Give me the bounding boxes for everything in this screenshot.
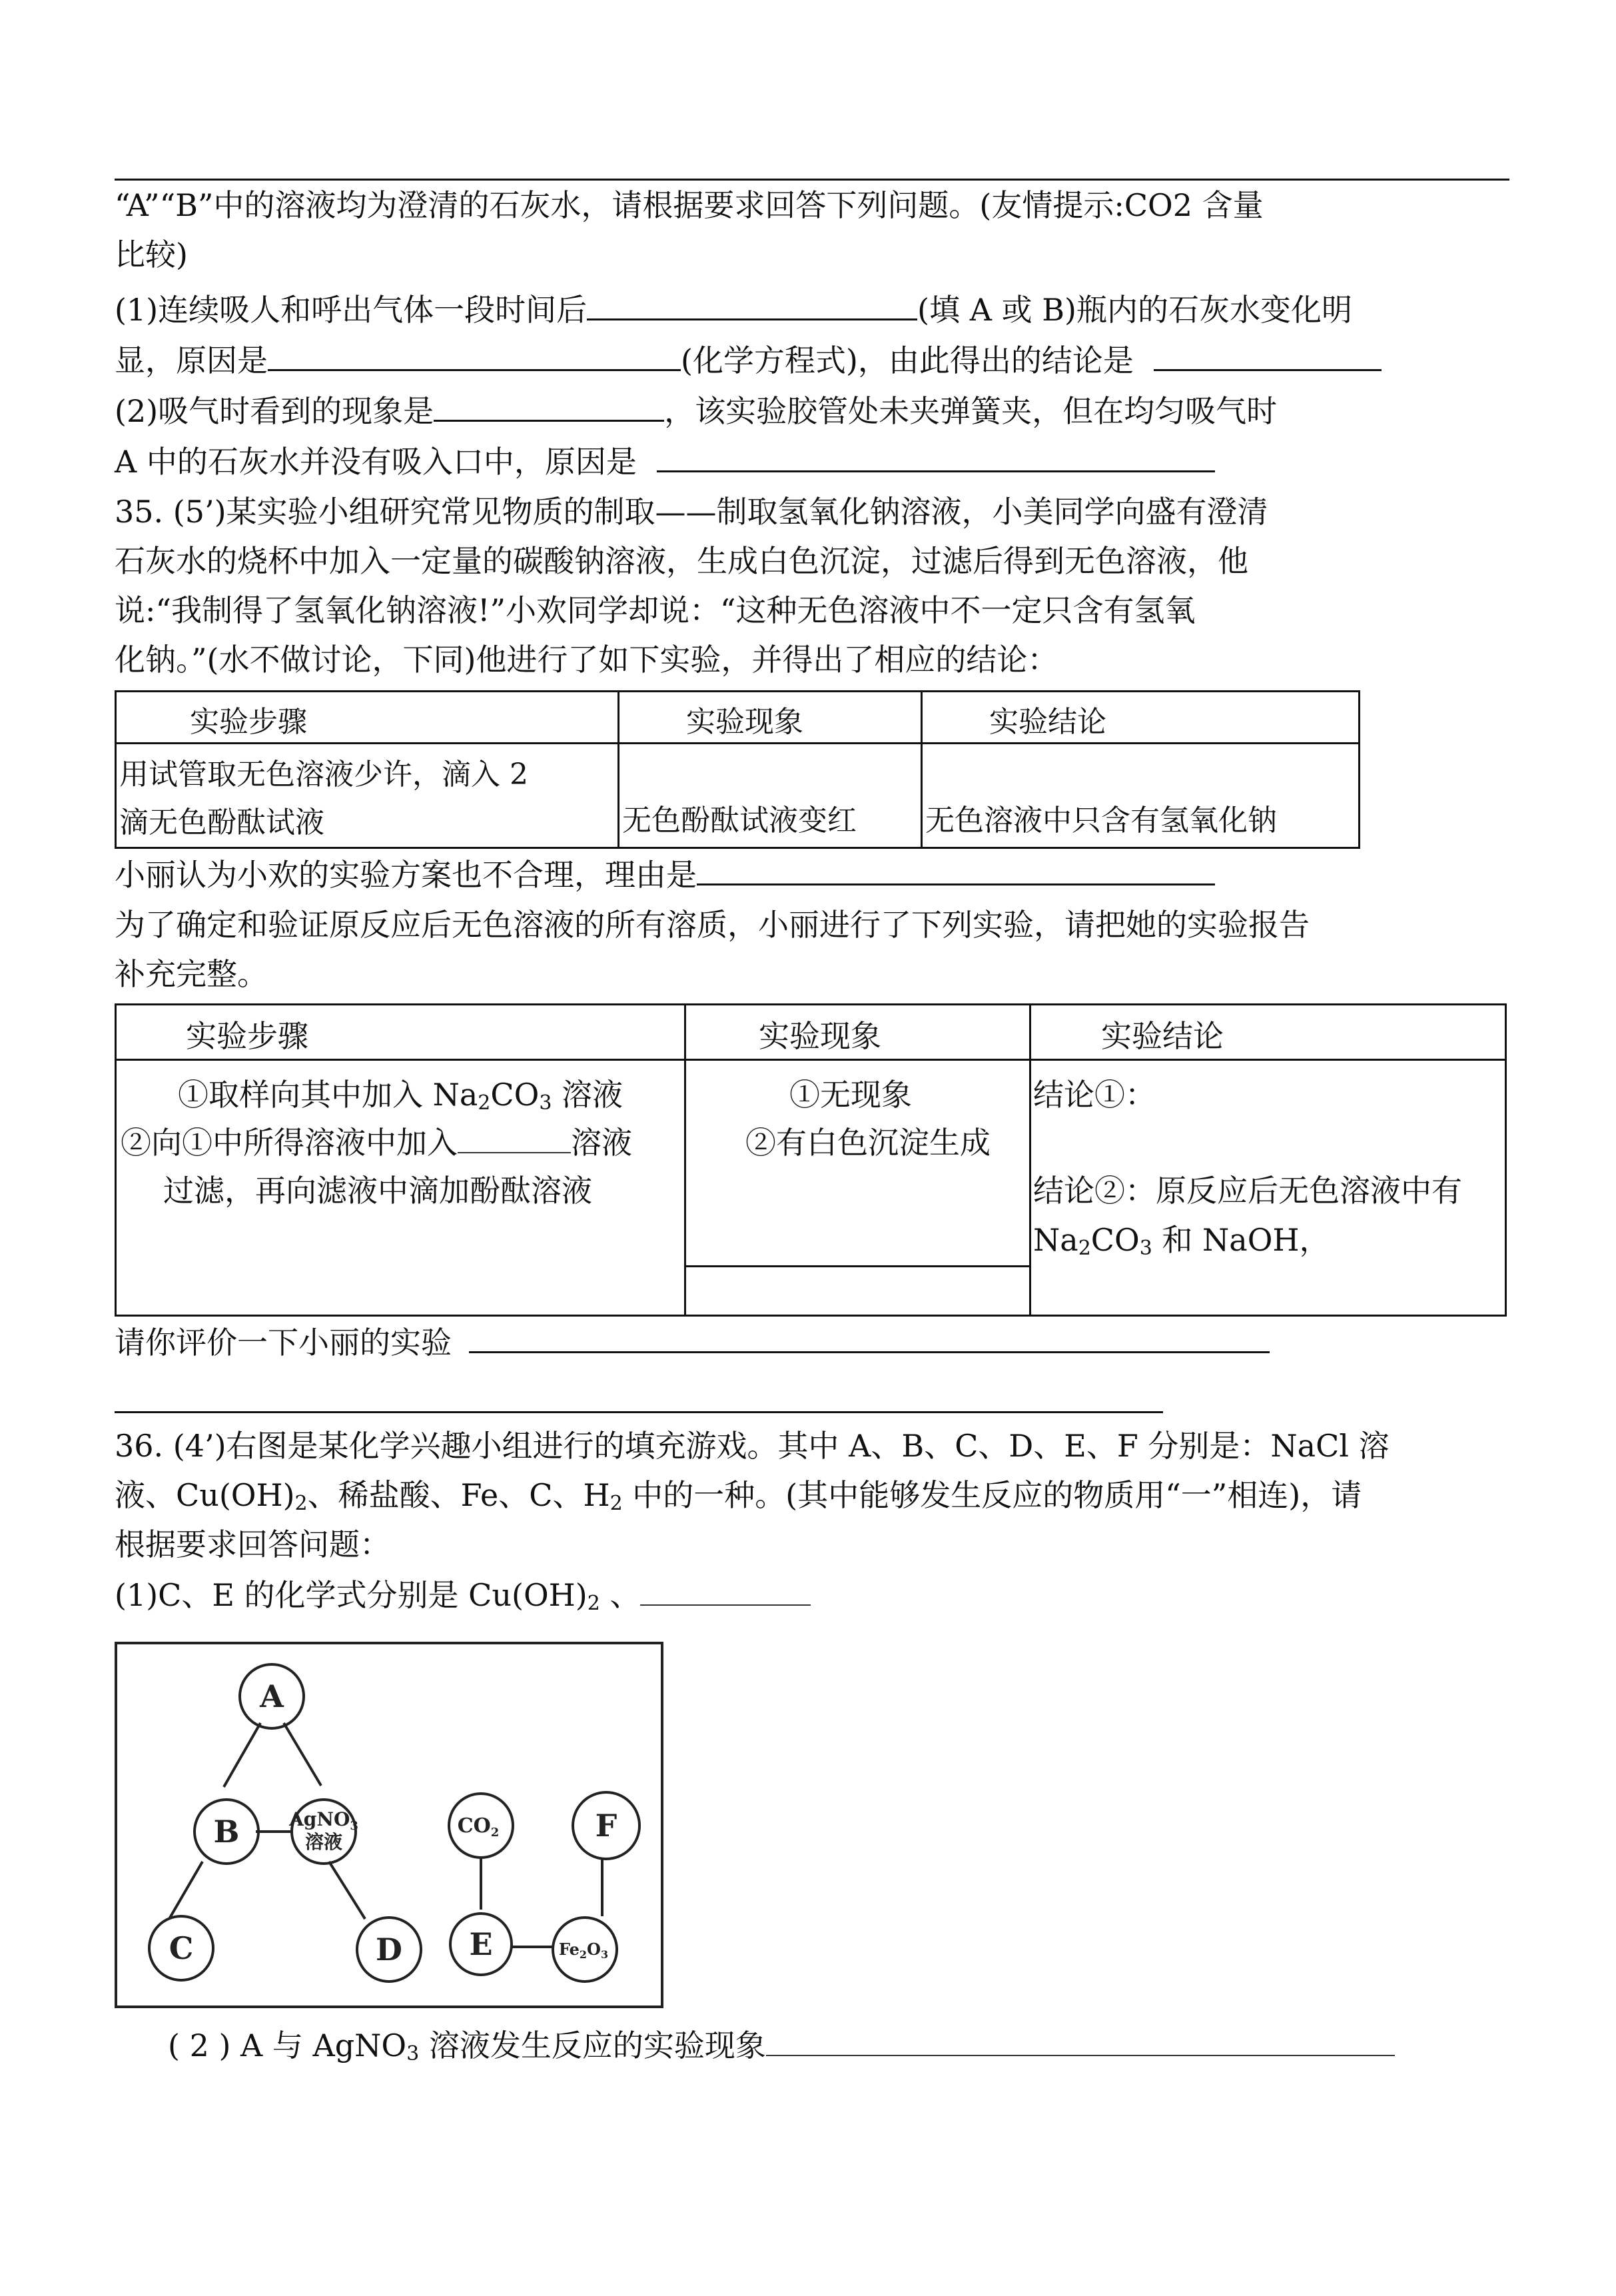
intro-text-2: 比较) [115,237,188,273]
q35-line-1 [115,488,1268,536]
label-agno3: AgNO$_3$ [289,1808,358,1833]
answer-blank-inhale-phenomenon[interactable] [434,386,664,422]
label-co2: $CO_2$ [457,1814,500,1840]
table1-row-1 [116,744,1360,848]
table2-header-conclusion: 实验结论 [1101,1018,1224,1054]
table1-step-line-1: 用试管取无色溶液少许，滴入 2 [119,758,528,792]
label-e: E [469,1926,493,1962]
label-f: F [595,1808,617,1844]
q36-text-3: 根据要求回答问题： [115,1526,390,1562]
table1-phenomenon-cell: 无色酚酞试液变红 [619,744,922,848]
experiment-table-2 [115,1003,1507,1317]
label-fe2o3: $Fe_2O_3$ [558,1940,609,1961]
table2-phenomenon-1: ①无现象 [789,1077,912,1113]
table2-header-step: 实验步骤 [186,1018,308,1054]
label-c: C [169,1930,194,1966]
q36-question-2: ( 2 ) A 与 AgNO$_3$ 溶液发生反应的实验现象 [168,2021,1395,2069]
answer-blank-reason[interactable] [697,850,1215,885]
answer-blank-conclusion[interactable] [1154,336,1382,371]
after-table1-line-2 [115,901,1310,949]
q35-line-4 [115,636,1058,684]
table1-step-line-2: 滴无色酚酞试液 [119,806,324,840]
reason-line [115,850,1215,899]
reason-text: 小丽认为小欢的实验方案也不合理，理由是 [115,857,697,893]
q34-1-text-b: (填 A 或 B)瓶内的石灰水变化明 [917,292,1352,328]
q34-1-text-d: (化学方程式)，由此得出的结论是 [681,342,1134,378]
table2-conclusion-1: 结论①： [1033,1077,1156,1113]
table1-header-step: 实验步骤 [116,692,619,744]
after-table1-text-2: 为了确定和验证原反应后无色溶液的所有溶质，小丽进行了下列实验，请把她的实验报告 [115,907,1310,943]
table2-phenomenon-2: ②有白色沉淀生成 [745,1125,991,1161]
q34-2-text-b: ，该实验胶管处未夹弹簧夹，但在均匀吸气时 [664,393,1278,429]
q34-1-line-1 [115,285,1352,334]
answer-blank-inhale-reason[interactable] [657,437,1215,472]
answer-blank-evaluation[interactable] [469,1318,1270,1353]
q34-2-text-c: A 中的石灰水并没有吸入口中，原因是 [115,444,637,480]
label-a: A [260,1678,284,1714]
table1-header-phenomenon: 实验现象 [619,692,922,744]
diagram-svg [117,1644,661,2006]
table1-header-row [116,692,1360,744]
q34-1-text-a: (1)连续吸人和呼出气体一段时间后 [115,292,588,328]
q35-text-2: 石灰水的烧杯中加入一定量的碳酸钠溶液，生成白色沉淀，过滤后得到无色溶液，他 [115,543,1248,579]
intro-text-1: “A”“B”中的溶液均为澄清的石灰水，请根据要求回答下列问题。(友情提示:CO2 含量 [115,187,1264,223]
answer-blank-equation[interactable] [268,336,681,371]
intro-line-2 [115,231,188,279]
q36-line-1 [115,1422,1390,1470]
answer-blank-bottle[interactable] [587,285,917,320]
q36-line-2: 液、$Cu(OH)_2$、稀盐酸、Fe、C、$H_2$ 中的一种。(其中能够发生反应的物质用“一”相连)，请 [115,1477,1362,1515]
link-agno3-d [329,1862,365,1919]
q35-text-1: 35. (5’)某实验小组研究常见物质的制取——制取氢氧化钠溶液，小美同学向盛有澄清 [115,494,1268,530]
q36-line-3 [115,1520,390,1568]
q35-line-3 [115,586,1196,634]
q34-2-line-1 [115,386,1277,435]
answer-blank-agno3-phenomenon[interactable] [766,2025,1395,2056]
q34-1-text-c: 显，原因是 [115,342,268,378]
reaction-diagram [115,1642,663,2008]
table2-step-2: ②向①中所得溶液中加入 溶液 [121,1119,632,1163]
q36-text-1: 36. (4’)右图是某化学兴趣小组进行的填充游戏。其中 A、B、C、D、E、F 分别是：NaCl 溶 [115,1428,1390,1464]
q35-text-4: 化钠。”(水不做讨论，下同)他进行了如下实验，并得出了相应的结论： [115,642,1058,678]
q34-2-text-a: (2)吸气时看到的现象是 [115,393,434,429]
after-table1-text-3: 补充完整。 [115,956,268,992]
label-agno3-solution: 溶液 [304,1831,343,1853]
q34-2-line-2 [115,437,1215,486]
after-table1-line-3 [115,950,268,998]
table1-header-conclusion: 实验结论 [922,692,1360,744]
answer-blank-reagent[interactable] [458,1123,571,1153]
q34-1-line-2 [115,336,1382,384]
experiment-table-1 [115,690,1360,849]
top-rule [115,179,1509,181]
q35-text-3: 说:“我制得了氢氧化钠溶液!”小欢同学却说：“这种无色溶液中不一定只含有氢氧 [115,592,1196,628]
q35-line-2 [115,537,1248,585]
evaluate-line [115,1318,1270,1367]
table2-header-phenomenon: 实验现象 [759,1018,881,1054]
table2-conclusion-2: 结论②：原反应后无色溶液中有 [1033,1173,1462,1209]
link-a-agno3 [284,1723,321,1786]
label-b: B [213,1814,240,1850]
answer-blank-evaluation-2[interactable] [115,1411,1163,1413]
intro-line-1 [115,181,1264,229]
q36-question-1: (1)C、E 的化学式分别是 $Cu(OH)_2$ 、 [115,1571,811,1619]
table2-conclusion-3: $Na_2CO_3$ 和 NaOH， [1033,1222,1330,1260]
label-d: D [376,1932,402,1968]
table2-step-3: 过滤，再向滤液中滴加酚酞溶液 [163,1173,592,1209]
table1-conclusion-cell: 无色溶液中只含有氢氧化钠 [922,744,1360,848]
evaluate-text: 请你评价一下小丽的实验 [115,1325,452,1361]
link-b-c [169,1862,202,1919]
table2-step-1: ①取样向其中加入 $Na_2CO_3$ 溶液 [178,1077,623,1115]
answer-blank-e-formula[interactable] [640,1575,811,1606]
link-a-b [224,1723,260,1787]
table1-step-cell [116,744,619,848]
